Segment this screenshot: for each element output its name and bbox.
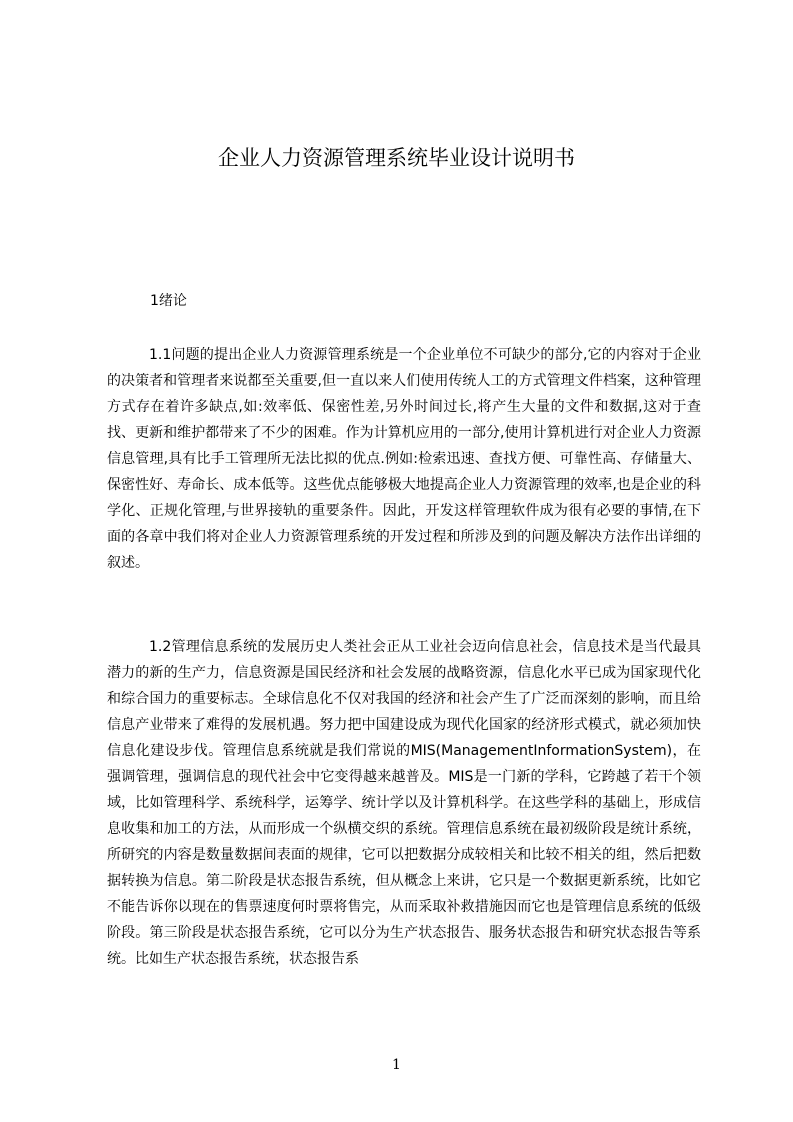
- document-title: 企业人力资源管理系统毕业设计说明书: [218, 146, 575, 170]
- paragraph-mis-history: 1.2管理信息系统的发展历史人类社会正从工业社会迈向信息社会，信息技术是当代最具潜力的新的生产力，信息资源是国民经济和社会发展的战略资源，信息化水平已成为国家现代化和综合国力的重要标志。全球信息化不仅对我国的经济和社会产生了广泛而深刻的影响，而且给信息产业带来了难得的发展机遇。努力把中国建设成为现代化国家的经济形式模式，就必须加快信息化建设步伐。管理信息系统就是我们常说的MIS(ManagementInformationSystem)，在强调管理，强调信息的现代社会中它变得越来越普及。MIS是一门新的学科，它跨越了若干个领域，比如管理科学、系统科学，运筹学、统计学以及计算机科学。在这些学科的基础上，形成信息收集和加工的方法，从而形成一个纵横交织的系统。管理信息系统在最初级阶段是统计系统，所研究的内容是数量数据间表面的规律，它可以把数据分成较相关和比较不相关的组，然后把数据转换为信息。第二阶段是状态报告系统，但从概念上来讲，它只是一个数据更新系统，比如它不能告诉你以现在的售票速度何时票将售完，从而采取补救措施因而它也是管理信息系统的低级阶段。第三阶段是状态报告系统，它可以分为生产状态报告、服务状态报告和研究状态报告等系统。比如生产状态报告系统，状态报告系: [107, 639, 701, 967]
- page-number: 1: [392, 1057, 401, 1073]
- section-heading: 1绪论: [150, 293, 187, 309]
- paragraph-problem-statement: 1.1问题的提出企业人力资源管理系统是一个企业单位不可缺少的部分,它的内容对于企业的决策者和管理者来说都至关重要,但一直以来人们使用传统人工的方式管理文件档案，这种管理方式存在着许多缺点,如:效率低、保密性差,另外时间过长,将产生大量的文件和数据,这对于查找、更新和维护都带来了不少的困难。作为计算机应用的一部分,使用计算机进行对企业人力资源信息管理,具有比手工管理所无法比拟的优点.例如:检索迅速、查找方便、可靠性高、存储量大、保密性好、寿命长、成本低等。这些优点能够极大地提高企业人力资源管理的效率,也是企业的科学化、正规化管理,与世界接轨的重要条件。因此，开发这样管理软件成为很有必要的事情,在下面的各章中我们将对企业人力资源管理系统的开发过程和所涉及到的问题及解决方法作出详细的叙述。: [107, 347, 701, 571]
